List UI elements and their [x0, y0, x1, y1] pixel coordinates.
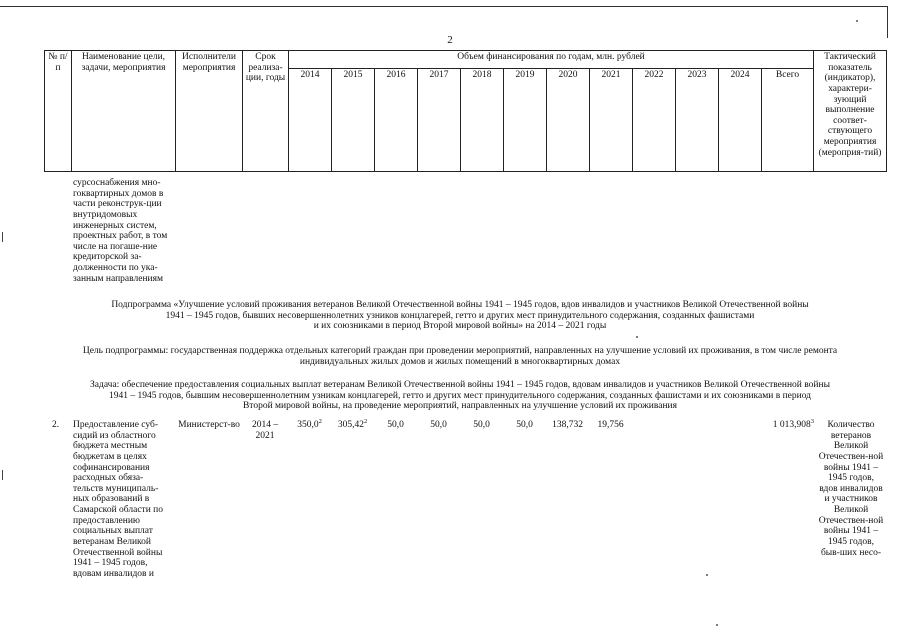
- header-num: № п/п: [45, 51, 72, 172]
- subprogram-task: Задача: обеспечение предоставления социальных выплат ветеранам Великой Отечественной войны 1941 – 1945 годов, вдовам инвалидов и участников Великой Отечественной войны 1941 – 1945 годов, бывшим несовершеннолетним узникам концлагерей, гетто и других мест принудительного содержания, созданных фашистами и их союзниками в период Второй мировой войны, на проведение мероприятий, направленных на улучшение условий их проживания: [90, 380, 830, 412]
- scan-edge-mark: [2, 232, 3, 242]
- row-total: 1 013,908$^3$: [772, 417, 814, 430]
- header-year: 2015: [332, 69, 375, 172]
- page-number: 2: [447, 34, 453, 46]
- scan-speck: [856, 20, 858, 22]
- subprogram-goal: Цель подпрограммы: государственная поддержка отдельных категорий граждан при проведении мероприятий, направленных на улучшение условий их проживания, в том числе ремонта индивидуальных жилых домов и жилых помещений в многоквартирных домах: [82, 346, 838, 367]
- header-executors: Исполнители мероприятия: [176, 51, 243, 172]
- header-name: Наименование цели, задачи, мероприятия: [72, 51, 176, 172]
- header-table: [44, 50, 887, 172]
- header-year: 2014: [289, 69, 332, 172]
- row-value-2017: 50,0: [430, 420, 447, 430]
- scan-speck: [716, 624, 718, 626]
- row-value-2015: 305,42$^2$: [337, 417, 368, 430]
- row-value-2019: 50,0: [516, 420, 533, 430]
- row-value-2016: 50,0: [387, 420, 404, 430]
- header-total: Всего: [762, 69, 814, 172]
- header-year: 2016: [375, 69, 418, 172]
- header-year: 2023: [676, 69, 719, 172]
- row-term: 2014 – 2021: [251, 420, 279, 441]
- header-year: 2018: [461, 69, 504, 172]
- row-name: Предоставление суб-сидий из областного бюджета местным бюджетам в целях софинансирования расходных обяза-тельств муниципаль-ных образований в Самарской области по предоставлению социальных выплат ветеранам Великой Отечественной войны 1941 – 1945 годов, вдовам инвалидов и: [73, 420, 163, 579]
- row-indicator: Количество ветеранов Великой Отечествен-ной войны 1941 – 1945 годов, вдов инвалидов и участников Великой Отечествен-ной войны 1941 – 1945 годов, быв-ших несо-: [818, 420, 884, 558]
- scan-border-top: [0, 6, 888, 7]
- header-year: 2021: [590, 69, 633, 172]
- header-year: 2024: [719, 69, 762, 172]
- header-year: 2022: [633, 69, 676, 172]
- header-year: 2019: [504, 69, 547, 172]
- row-executor: Министерст-во: [178, 420, 240, 430]
- header-funding: Объем финансирования по годам, млн. рублей: [289, 51, 814, 69]
- scan-speck: [636, 336, 638, 338]
- row-value-2014: 350,0$^2$: [297, 417, 322, 430]
- header-year: 2020: [547, 69, 590, 172]
- row-value-2020: 138,732: [552, 420, 583, 430]
- header-year: 2017: [418, 69, 461, 172]
- continuation-text: сурсоснабжения мно-гоквартирных домов в части реконструк-ции внутридомовых инженерных систем, проектных работ, в том числе на погаше-ние кредиторской за-долженности по ука-занным направлениям: [73, 178, 168, 284]
- subprogram-title: Подпрограмма «Улучшение условий проживания ветеранов Великой Отечественной войны 1941 – 1945 годов, вдов инвалидов и участников Великой Отечественной войны 1941 – 1945 годов, бывших несовершеннолетних узников концлагерей, гетто и других мест принудительного содержания, созданных фашистами и их союзниками в период Второй мировой войны» на 2014 – 2021 годы: [111, 300, 809, 332]
- scan-edge-mark: [2, 470, 3, 480]
- row-value-2021: 19,756: [597, 420, 624, 430]
- row-number: 2.: [52, 420, 60, 430]
- header-indicator: Тактический показатель (индикатор), характери-зующий выполнение соответ-ствующего мероприятия (мероприя-тий): [814, 51, 887, 172]
- row-value-2018: 50,0: [473, 420, 490, 430]
- header-term: Срок реализа-ции, годы: [243, 51, 289, 172]
- scan-speck: [706, 574, 708, 576]
